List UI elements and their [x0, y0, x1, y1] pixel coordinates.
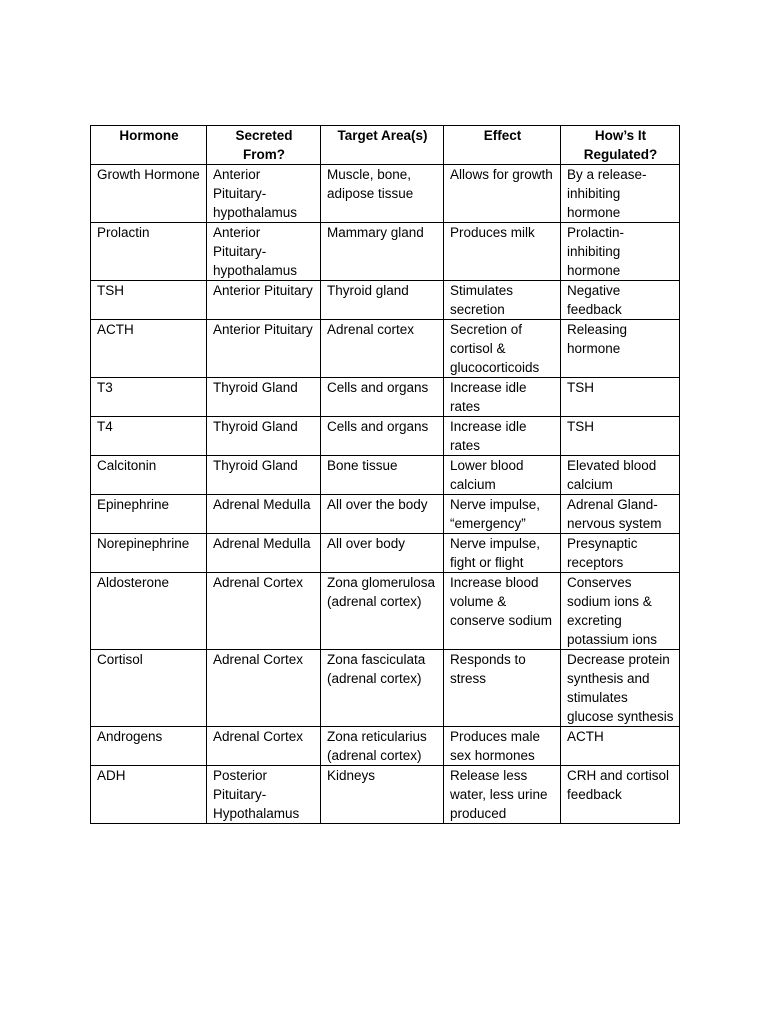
cell-secreted-from: Thyroid Gland	[207, 378, 321, 417]
table-row	[91, 573, 680, 650]
cell-target-area: Zona fasciculata (adrenal cortex)	[321, 650, 444, 727]
header-hormone: Hormone	[91, 126, 207, 165]
cell-target-area: Zona glomerulosa (adrenal cortex)	[321, 573, 444, 650]
cell-secreted-from: Adrenal Cortex	[207, 727, 321, 766]
table-row	[91, 165, 680, 223]
cell-secreted-from: Adrenal Medulla	[207, 495, 321, 534]
cell-hormone: Aldosterone	[91, 573, 207, 650]
cell-effect: Release less water, less urine produced	[444, 766, 561, 824]
cell-hormone: Norepinephrine	[91, 534, 207, 573]
cell-effect: Increase blood volume & conserve sodium	[444, 573, 561, 650]
table-row	[91, 456, 680, 495]
cell-target-area: Muscle, bone, adipose tissue	[321, 165, 444, 223]
table-row	[91, 281, 680, 320]
table-row	[91, 766, 680, 824]
cell-effect: Increase idle rates	[444, 417, 561, 456]
cell-regulation: TSH	[561, 417, 680, 456]
cell-regulation: Decrease protein synthesis and stimulates glucose synthesis	[561, 650, 680, 727]
cell-hormone: T3	[91, 378, 207, 417]
cell-regulation: Presynaptic receptors	[561, 534, 680, 573]
cell-effect: Secretion of cortisol & glucocorticoids	[444, 320, 561, 378]
cell-effect: Responds to stress	[444, 650, 561, 727]
table-row	[91, 650, 680, 727]
cell-hormone: ACTH	[91, 320, 207, 378]
cell-secreted-from: Adrenal Cortex	[207, 650, 321, 727]
cell-secreted-from: Anterior Pituitary	[207, 320, 321, 378]
hormone-table	[90, 125, 680, 824]
table-body	[91, 165, 680, 824]
cell-secreted-from: Anterior Pituitary	[207, 281, 321, 320]
table-row	[91, 378, 680, 417]
cell-regulation: Releasing hormone	[561, 320, 680, 378]
cell-effect: Stimulates secretion	[444, 281, 561, 320]
cell-target-area: Zona reticularius (adrenal cortex)	[321, 727, 444, 766]
cell-secreted-from: Thyroid Gland	[207, 417, 321, 456]
cell-regulation: Elevated blood calcium	[561, 456, 680, 495]
cell-target-area: Kidneys	[321, 766, 444, 824]
cell-effect: Nerve impulse, “emergency”	[444, 495, 561, 534]
cell-effect: Produces milk	[444, 223, 561, 281]
cell-regulation: By a release-inhibiting hormone	[561, 165, 680, 223]
cell-secreted-from: Adrenal Medulla	[207, 534, 321, 573]
cell-regulation: Conserves sodium ions & excreting potassium ions	[561, 573, 680, 650]
header-secreted-from: Secreted From?	[207, 126, 321, 165]
cell-target-area: Cells and organs	[321, 378, 444, 417]
header-target-areas: Target Area(s)	[321, 126, 444, 165]
cell-hormone: Growth Hormone	[91, 165, 207, 223]
header-row	[91, 126, 680, 165]
cell-regulation: CRH and cortisol feedback	[561, 766, 680, 824]
header-regulation: How’s It Regulated?	[561, 126, 680, 165]
table-row	[91, 223, 680, 281]
cell-hormone: Epinephrine	[91, 495, 207, 534]
cell-effect: Nerve impulse, fight or flight	[444, 534, 561, 573]
cell-secreted-from: Anterior Pituitary-hypothalamus	[207, 165, 321, 223]
header-effect: Effect	[444, 126, 561, 165]
cell-regulation: TSH	[561, 378, 680, 417]
cell-hormone: Androgens	[91, 727, 207, 766]
cell-target-area: Cells and organs	[321, 417, 444, 456]
cell-hormone: ADH	[91, 766, 207, 824]
cell-hormone: Cortisol	[91, 650, 207, 727]
cell-secreted-from: Thyroid Gland	[207, 456, 321, 495]
table-row	[91, 417, 680, 456]
cell-effect: Allows for growth	[444, 165, 561, 223]
table-header	[91, 126, 680, 165]
cell-regulation: ACTH	[561, 727, 680, 766]
table-row	[91, 495, 680, 534]
cell-target-area: All over body	[321, 534, 444, 573]
cell-target-area: Adrenal cortex	[321, 320, 444, 378]
cell-hormone: T4	[91, 417, 207, 456]
table-row	[91, 320, 680, 378]
table-row	[91, 534, 680, 573]
cell-hormone: Calcitonin	[91, 456, 207, 495]
cell-target-area: Thyroid gland	[321, 281, 444, 320]
cell-secreted-from: Posterior Pituitary-Hypothalamus	[207, 766, 321, 824]
cell-hormone: Prolactin	[91, 223, 207, 281]
table-row	[91, 727, 680, 766]
cell-regulation: Adrenal Gland-nervous system	[561, 495, 680, 534]
cell-target-area: Bone tissue	[321, 456, 444, 495]
cell-target-area: All over the body	[321, 495, 444, 534]
cell-effect: Lower blood calcium	[444, 456, 561, 495]
cell-regulation: Negative feedback	[561, 281, 680, 320]
cell-secreted-from: Adrenal Cortex	[207, 573, 321, 650]
cell-effect: Produces male sex hormones	[444, 727, 561, 766]
cell-target-area: Mammary gland	[321, 223, 444, 281]
cell-effect: Increase idle rates	[444, 378, 561, 417]
cell-secreted-from: Anterior Pituitary-hypothalamus	[207, 223, 321, 281]
cell-regulation: Prolactin-inhibiting hormone	[561, 223, 680, 281]
cell-hormone: TSH	[91, 281, 207, 320]
